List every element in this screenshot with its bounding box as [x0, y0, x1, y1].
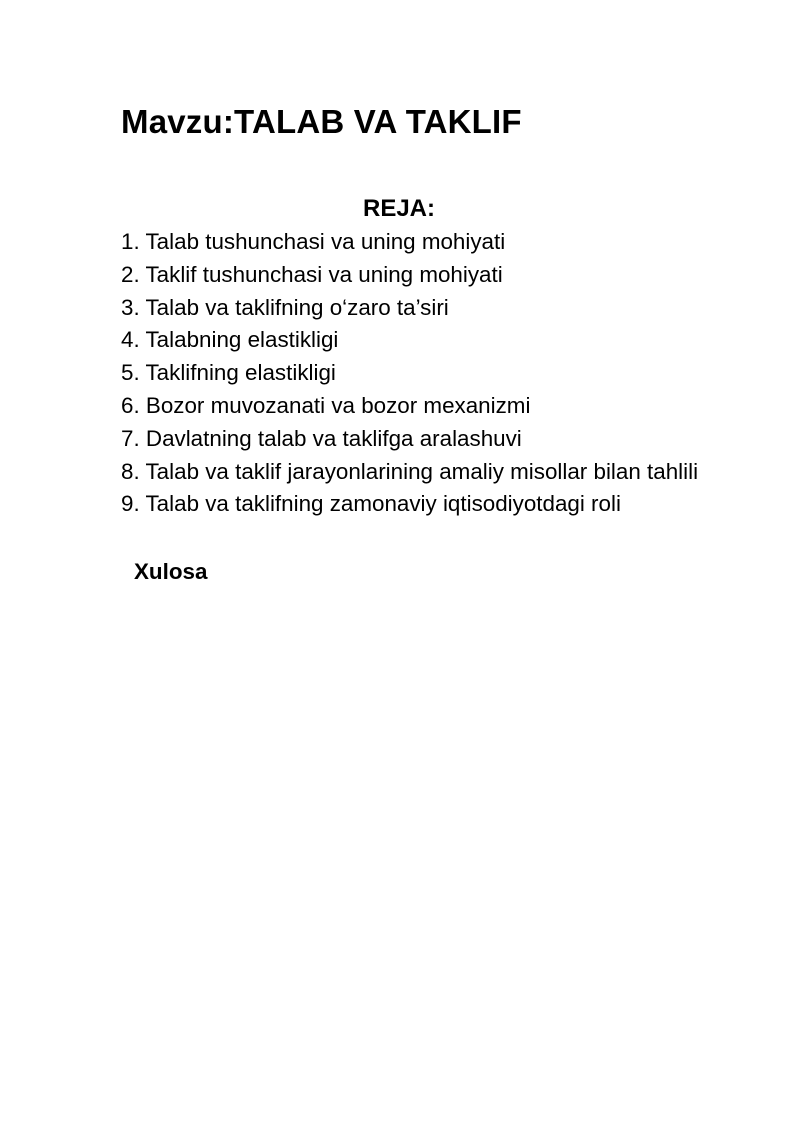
- plan-item-7: 7. Davlatning talab va taklifga aralashuvi: [121, 425, 522, 451]
- plan-heading: [0, 193, 800, 225]
- plan-item-9: 9. Talab va taklifning zamonaviy iqtisodiyotdagi roli: [121, 491, 621, 517]
- plan-item-6: 6. Bozor muvozanati va bozor mexanizmi: [121, 392, 531, 418]
- conclusion-heading: Xulosa: [134, 559, 208, 584]
- plan-item-4: 4. Talabning elastikligi: [121, 327, 339, 353]
- plan-heading-text: REJA:: [362, 195, 435, 222]
- plan-item-2: 2. Taklif tushunchasi va uning mohiyati: [121, 261, 503, 287]
- plan-item-3: 3. Talab va taklifning o‘zaro ta’siri: [121, 294, 449, 320]
- plan-item-5: 5. Taklifning elastikligi: [121, 360, 336, 386]
- plan-item-8: 8. Talab va taklif jarayonlarining amaliy misollar bilan tahlili: [121, 458, 699, 484]
- plan-list: [121, 226, 701, 521]
- plan-item-1: 1. Talab tushunchasi va uning mohiyati: [121, 229, 506, 254]
- document-title: Mavzu:TALAB VA TAKLIF: [121, 103, 522, 140]
